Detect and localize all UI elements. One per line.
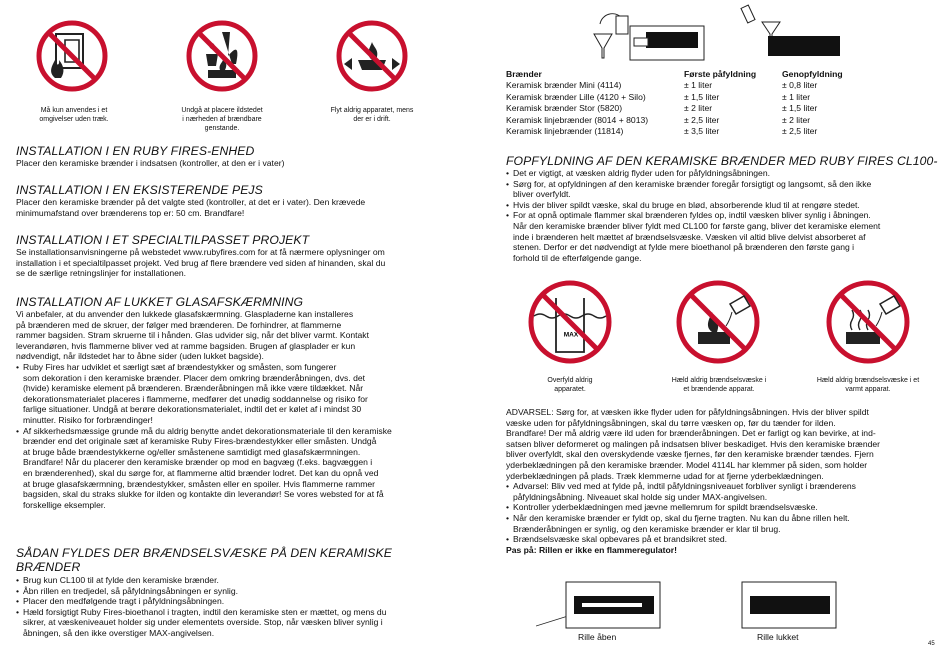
icon-caption: Hæld aldrig brændselsvæske i et brændende apparat. [671, 377, 767, 393]
list-item: • Kontroller yderbeklædningen med jævne mellemrum for spildt brændselsvæske. [506, 502, 880, 513]
list-item: • Hæld forsigtigt Ruby Fires-bioethanol i tragten, indtil den keramiske sten er mættet, og mens du sikrer, at væskeniveauet holder sig under elementets overside. Stop, når væsken bliver synlig i åbningen, så den ikke overstiger MAX-angivelsen. [16, 607, 387, 639]
section-text [16, 575, 387, 639]
icon-caption: Flyt aldrig apparatet, mens der er i drift. [330, 107, 414, 123]
list-item: • For at opnå optimale flammer skal brænderen fyldes op, indtil væsken bliver synlig i åbningen. Når den keramiske brænder bliver fyldt med CL100 for første gang, bliver det keramiske element inde i brænderen helt mættet af brændselsvæske. Væsken vil altid blive delvist absorberet af stenen. Derfor er det nødvendigt at fylde mere bioethanol på brænderen den første gang i forhold til de efterfølgende gange. [506, 210, 880, 263]
warning-text: ADVARSEL: Sørg for, at væsken ikke flyder uden for påfyldningsåbningen. Hvis der bliver spildt væske uden for påfyldningsåbningen, skal du tørre væsken op, før du tænder for ilden. Brandfare! Der må aldrig være ild uden for brænderåbningen. Det er farligt og kan bevirke, at ind- satsen bliver deformeret og malingen på indsatsen bliver beskadiget. Hvis den keramiske brænder bliver overfyldt, skal den overskydende væske fjernes, før den keramiske brænder tændes. Fjern yderbeklædningen på den keramiske brænder. Model 4114L har klemmer på siden, som holder yderbeklædningen på plads. Træk klemmerne udad for at fjerne yderbeklædningen. • Advarsel: Bliv ved med at fylde på, indtil påfyldningsniveauet forbliver synligt i brænderens påfyldningsåbning. Niveauet skal holde sig under MAX-angivelsen. • Kontroller yderbeklædningen med jævne mellemrum for spildt brændselsvæske. • Når den keramiske brænder er fyldt op, skal du fjerne tragten. Nu kan du åbne rillen helt. Brænderåbningen er synlig, og den keramiske brænder er klar til brug. • Brændselsvæske skal opbevares på et brandsikret sted. Pas på: Rillen er ikke en flammeregulator! [506, 407, 880, 555]
no-pour-burning-icon [676, 280, 760, 364]
list-item: • Af sikkerhedsmæssige grunde må du aldrig benytte andet dekorationsmateriale til den keramiske brænder end det originale sæt af keramiske Ruby Fires-brændestykker eller småsten. Undgå at bruge både brændestykkerne og/eller småstenene samtidigt med glasafskærmningen. Brandfare! Når du placerer den keramiske brænder op mod en bagvæg (f.eks. bagvæggen i en brænderenhed), skal du sørge for, at flammerne altid brænder lodret. Det kan du opnå ved at bruge glasafskærmning, brændestykker, småsten eller en spoiler. Hvis flammerne rammer bagsiden, skal du straks slukke for ilden og kontakte din leverandør! Se vores websted for at få forskellige eksempler. [16, 426, 392, 511]
funnel-filling-illustration [590, 6, 710, 64]
rille-open-illustration [536, 578, 666, 632]
section-text: Se installationsanvisningerne på webstedet www.rubyfires.com for at få nærmere oplysninger om installation i et specialtilpasset projekt. Ved brug af flere brændere ved siden af hinanden, skal du se de særlige retningslinjer for installationen. [16, 247, 386, 279]
icon-caption: Må kun anvendes i et omgivelser uden træk. [39, 107, 109, 123]
section-heading: INSTALLATION AF LUKKET GLASAFSKÆRMNING [16, 295, 304, 309]
max-label: MAX [563, 331, 579, 339]
icon-caption: Undgå at placere ildstedet i nærheden af brændbare genstande. [181, 107, 263, 132]
rille-open-label: Rille åben [578, 632, 617, 642]
no-fire-outdoors-icon [36, 20, 108, 92]
section-text: Placer den keramiske brænder på det valgte sted (kontroller, at det er i vater). Den krævede minimumafstand over brænderens top er: 50 cm. Brandfare! [16, 197, 366, 218]
list-item: • Advarsel: Bliv ved med at fylde på, indtil påfyldningsniveauet forbliver synligt i brænderens påfyldningsåbning. Niveauet skal holde sig under MAX-angivelsen. [506, 481, 880, 502]
no-flammable-nearby-icon [186, 20, 258, 92]
table-column: Første påfyldning ± 1 liter ± 1,5 liter ± 2 liter ± 2,5 liter ± 3,5 liter [684, 69, 757, 137]
no-overfill-icon [528, 280, 612, 364]
rille-closed-illustration [712, 578, 842, 632]
list-item: • Brug kun CL100 til at fylde den keramiske brænder. [16, 575, 387, 586]
icon-caption: Overfyld aldrig apparatet. [547, 377, 593, 393]
list-item: • Hvis der bliver spildt væske, skal du bruge en blød, absorberende klud til at rengøre stedet. [506, 200, 880, 211]
funnel-removed-illustration [738, 2, 842, 58]
section-text: Placer den keramiske brænder i indsatsen (kontroller, at den er i vater) [16, 158, 285, 168]
rille-closed-label: Rille lukket [757, 632, 799, 642]
section-heading: SÅDAN FYLDES DER BRÆNDSELSVÆSKE PÅ DEN KERAMISKE BRÆNDER [16, 546, 392, 574]
no-pour-hot-icon [826, 280, 910, 364]
section-text [506, 168, 880, 263]
list-item: • Placer den medfølgende tragt i påfyldningsåbningen. [16, 596, 387, 607]
page-number: 45 [928, 641, 935, 647]
list-item: • Åbn rillen en tredjedel, så påfyldningsåbningen er synlig. [16, 586, 387, 597]
list-item: • Brændselsvæske skal opbevares på et brandsikret sted. [506, 534, 880, 545]
list-item: • Når den keramiske brænder er fyldt op, skal du fjerne tragten. Nu kan du åbne rillen helt. Brænderåbningen er synlig, og den keramiske brænder er klar til brug. [506, 513, 880, 534]
fill-table [506, 69, 843, 141]
section-text: Vi anbefaler, at du anvender den lukkede glasafskærmning. Glaspladerne kan installeres på brænderen med de skruer, der følger med brænderen. De forhindrer, at flammerne rammer bagsiden. Stram skruerne til i hånden. Glas udvider sig, når det bliver varmt. Kontakt leverandøren, hvis flammerne bliver ved at ramme bagsiden. Brugen af glasplader er kun nødvendigt, når ildstedet har to åbne sider (uden lukket bagside). • Ruby Fires har udviklet et særligt sæt af brændestykker og småsten, som fungerer som dekoration i den keramiske brænder. Placer dem omkring brænderåbningen, dvs. det (hvide) keramiske element på brænderen. Brænderåbningen må ikke være tildækket. Når dekorationsmaterialet placeres i flammerne, medfører det unødig soddannelse og risiko for farlige situationer. Undgå at berøre dekorationsmaterialet, indtil det er kølet af i mindst 30 minutter. Risiko for forbrændinger! • Af sikkerhedsmæssige grunde må du aldrig benytte andet dekorationsmateriale til den keramiske brænder end det originale sæt af keramiske Ruby Fires-brændestykker eller småsten. Undgå at bruge både brændestykkerne og/eller småstenene samtidigt med glasafskærmningen. Brandfare! Når du placerer den keramiske brænder op mod en bagvæg (f.eks. bagvæggen i en brænderenhed), skal du sørge for, at flammerne altid brænder lodret. Det kan du opnå ved at bruge glasafskærmning, brændestykker, småsten eller en spoiler. Hvis flammerne rammer bagsiden, skal du straks slukke for ilden og kontakte din leverandør! Se vores websted for at få forskellige eksempler. [16, 309, 392, 510]
section-heading: FOPFYLDNING AF DEN KERAMISKE BRÆNDER MED RUBY FIRES CL100- [506, 154, 938, 168]
icon-caption: Hæld aldrig brændselsvæske i et varmt apparat. [816, 377, 920, 393]
no-move-while-burning-icon [336, 20, 408, 92]
section-heading: INSTALLATION I EN RUBY FIRES-ENHED [16, 144, 255, 158]
list-item: • Sørg for, at opfyldningen af den keramiske brænder foregår forsigtigt og langsomt, så den ikke bliver overfyldt. [506, 179, 880, 200]
table-column: Brænder Keramisk brænder Mini (4114) Keramisk brænder Lille (4120 + Silo) Keramisk brænder Stor (5820) Keramisk linjebrænder (8014 + 8013) Keramisk linjebrænder (11814) [506, 69, 649, 137]
list-item: • Ruby Fires har udviklet et særligt sæt af brændestykker og småsten, som fungerer som dekoration i den keramiske brænder. Placer dem omkring brænderåbningen, dvs. det (hvide) keramiske element på brænderen. Brænderåbningen må ikke være tildækket. Når dekorationsmaterialet placeres i flammerne, medfører det unødig soddannelse og risiko for farlige situationer. Undgå at berøre dekorationsmaterialet, indtil det er kølet af i mindst 30 minutter. Risiko for forbrændinger! [16, 362, 392, 426]
list-item: • Det er vigtigt, at væsken aldrig flyder uden for påfyldningsåbningen. [506, 168, 880, 179]
warning-final: Pas på: Rillen er ikke en flammeregulator! [506, 544, 677, 555]
section-heading: INSTALLATION I EN EKSISTERENDE PEJS [16, 183, 263, 197]
table-column: Genopfyldning ± 0,8 liter ± 1 liter ± 1,5 liter ± 2 liter ± 2,5 liter [782, 69, 843, 137]
section-heading: INSTALLATION I ET SPECIALTILPASSET PROJEKT [16, 233, 310, 247]
